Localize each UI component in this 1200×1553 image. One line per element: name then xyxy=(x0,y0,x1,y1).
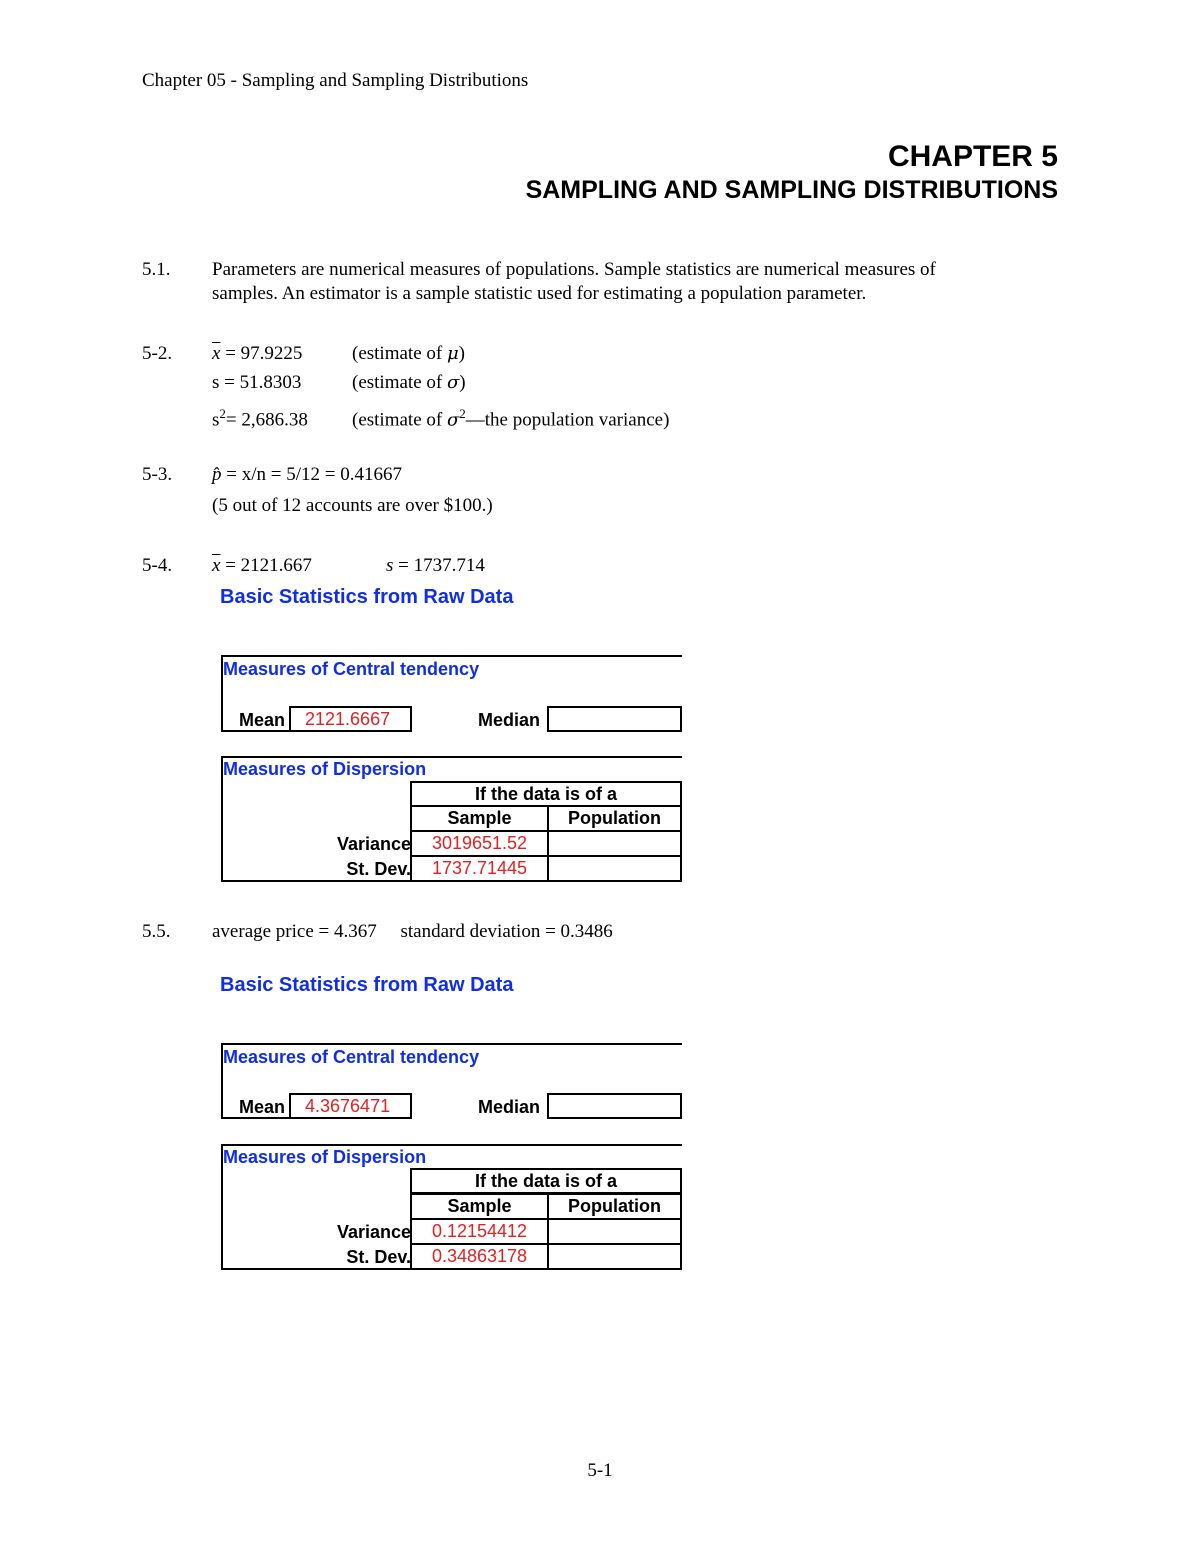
q51-line1: Parameters are numerical measures of populations. Sample statistics are numerical measures of xyxy=(212,259,936,280)
q52-number: 5-2. xyxy=(142,343,173,364)
sheet1-stdev-sample: 1737.71445 xyxy=(410,855,549,882)
sheet1-central-heading: Measures of Central tendency xyxy=(223,659,480,679)
q52-xbar-line: $\overline{x} = 97.9225$ xyxy=(212,343,303,364)
sheet1-title: Basic Statistics from Raw Data xyxy=(220,586,514,608)
sheet1-col-sample: Sample xyxy=(410,805,549,832)
sheet1-stdev-label: St. Dev. xyxy=(346,859,411,879)
q53-note: (5 out of 12 accounts are over $100.) xyxy=(212,495,493,516)
q52-s-line: s = 51.8303 xyxy=(212,372,302,393)
page-number: 5-1 xyxy=(587,1460,613,1481)
sheet2-median-label: Median xyxy=(478,1097,541,1117)
sheet2-mean-value: 4.3676471 xyxy=(289,1093,412,1119)
sigma-symbol: σ xyxy=(446,372,460,393)
sheet2-stdev-sample: 0.34863178 xyxy=(410,1243,549,1270)
sheet2-stdev-label: St. Dev. xyxy=(346,1247,411,1267)
sheet1-median-label: Median xyxy=(478,710,541,730)
q52-xbar-note: (estimate of μ) xyxy=(352,343,465,364)
q52-s2-note: (estimate of $\sigma^2—the$ population variance) xyxy=(352,406,670,431)
xbar-symbol: $\overline{x}$ xyxy=(212,343,221,364)
sheet2-title: Basic Statistics from Raw Data xyxy=(220,974,514,996)
sheet2-col-population: Population xyxy=(547,1193,682,1220)
q53-equation: p̂ = x/n = 5/12 = 0.41667 xyxy=(212,464,402,485)
phat-symbol: p̂ xyxy=(212,464,222,485)
q52-s-note: (estimate of σ) xyxy=(352,372,466,393)
sheet2-stdev-population xyxy=(547,1243,682,1270)
q51-line2: samples. An estimator is a sample statistic used for estimating a population parameter. xyxy=(212,283,867,304)
q55-text: average price = 4.367 standard deviation = 0.3486 xyxy=(212,921,613,942)
mu-symbol: μ xyxy=(446,343,459,364)
sheet2-variance-population xyxy=(547,1218,682,1245)
sheet2-bottom-rule xyxy=(221,1117,289,1119)
sheet1-mean-label: Mean xyxy=(239,710,286,730)
q54-number: 5-4. xyxy=(142,555,173,576)
sheet1-dispersion-heading: Measures of Dispersion xyxy=(223,759,427,779)
q54-s: s = 1737.714 xyxy=(386,555,485,576)
chapter-title: CHAPTER 5 xyxy=(887,140,1058,173)
sheet1-variance-sample: 3019651.52 xyxy=(410,830,549,857)
q52-s2-line: $s^2= 2,686.38$ xyxy=(212,406,308,431)
q55-number: 5.5. xyxy=(142,921,171,942)
sheet1-variance-label: Variance xyxy=(336,834,411,854)
sheet1-mean-value: 2121.6667 xyxy=(289,706,412,732)
q53-number: 5-3. xyxy=(142,464,173,485)
sheet2-variance-sample: 0.12154412 xyxy=(410,1218,549,1245)
sheet2-data-header: If the data is of a xyxy=(410,1168,682,1194)
sheet2-central-heading: Measures of Central tendency xyxy=(223,1047,480,1067)
sheet1-top-rule xyxy=(221,655,682,657)
sheet1-col-population: Population xyxy=(547,805,682,832)
sheet1-variance-population xyxy=(547,830,682,857)
sheet1-median-value xyxy=(547,706,682,732)
chapter-subtitle: SAMPLING AND SAMPLING DISTRIBUTIONS xyxy=(525,176,1058,204)
sheet2-variance-label: Variance xyxy=(336,1222,411,1242)
sheet1-data-header: If the data is of a xyxy=(410,781,682,807)
q51-number: 5.1. xyxy=(142,259,171,280)
sheet1-stdev-population xyxy=(547,855,682,882)
sheet2-mean-label: Mean xyxy=(239,1097,286,1117)
sheet2-dispersion-heading: Measures of Dispersion xyxy=(223,1147,427,1167)
sheet1-bottom-rule xyxy=(221,730,289,732)
sheet2-median-value xyxy=(547,1093,682,1119)
sheet1-disp-top-rule xyxy=(221,756,682,758)
sheet2-disp-top-rule xyxy=(221,1144,682,1146)
sheet2-top-rule xyxy=(221,1043,682,1045)
sheet2-col-sample: Sample xyxy=(410,1193,549,1220)
running-header: Chapter 05 - Sampling and Sampling Distributions xyxy=(142,70,529,91)
q54-xbar: $\overline{x} = 2121.667$ xyxy=(212,555,312,576)
